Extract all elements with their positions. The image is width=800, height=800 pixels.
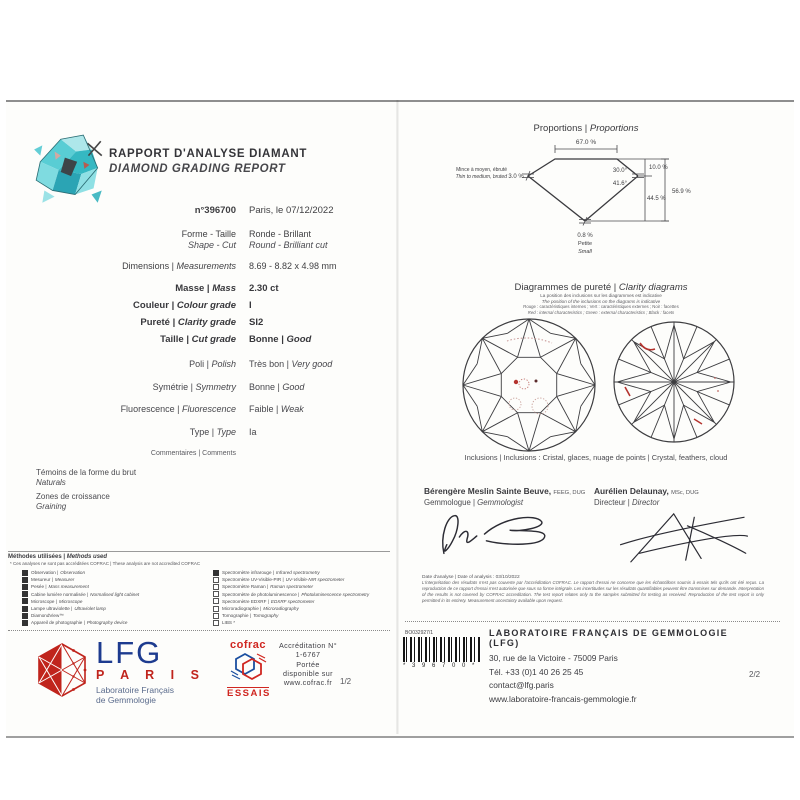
clarity-header: Diagrammes de pureté | Clarity diagrams La position des inclusions sur les diagrammes est indicative The position of the inclusions on the diagrams is indicative Rouge : caractéristiques internes ; Vert : caractéristiques externes ; Noir : facettes Red : internal characteristics ; Green : external characteristics ; Black : facets: [438, 282, 764, 315]
document-title: [109, 147, 307, 177]
method-item: Mesureur | Measurer: [8, 576, 199, 583]
grade-row: Couleur | Colour grade I: [133, 300, 252, 311]
finish-row: Symétrie | Symmetry Bonne | Good: [152, 381, 305, 392]
clarity-diagram-pavilion: [610, 318, 738, 451]
laboratory-phone: Tél. +33 (0)1 40 26 25 45: [489, 666, 584, 677]
accreditation-line: disponible sur: [283, 668, 333, 678]
proportions-title: Proportions | Proportions: [533, 123, 639, 134]
table-pct-label: 67.0 %: [575, 139, 597, 146]
lfg-logo-icon: [33, 639, 91, 706]
laboratory-website: www.laboratoire-francais-gemmologie.fr: [489, 693, 637, 704]
dims-label-fr: Dimensions: [122, 261, 170, 271]
checkbox-icon: [213, 606, 219, 612]
report-number: n°396700: [194, 205, 236, 216]
feature-item: Zones de croissance Graining: [36, 492, 110, 511]
barcode-number: * 3 9 6 7 0 0 *: [403, 663, 477, 669]
page-number-left: 1/2: [340, 677, 352, 686]
barcode-reference: BO032927/1: [405, 630, 434, 636]
method-item: Pesée | Mass measurement: [8, 583, 199, 590]
crown-angle-label: 30.0°: [612, 168, 627, 174]
page-number-right: 2/2: [749, 670, 761, 679]
culet-desc-en: Small: [578, 249, 592, 255]
method-item: Spectromètre EDXRF | EDXRF spectrometer: [199, 598, 390, 605]
checkbox-icon: [213, 620, 219, 626]
report-number-row: [18, 205, 390, 216]
method-item: Spectromètre de photoluminescence | Photoluminescence spectrometry: [199, 591, 390, 598]
features-list: [36, 468, 136, 516]
barcode: [403, 637, 481, 662]
grades-list: [18, 283, 390, 351]
finish-row: Poli | Polish Très bon | Very good: [189, 359, 333, 369]
checkbox-icon: [213, 577, 219, 583]
pavilion-depth-label: 44.5 %: [647, 196, 666, 202]
method-item: DiamondView™: [8, 612, 199, 619]
checkbox-icon: [22, 598, 28, 604]
checkbox-icon: [22, 606, 28, 612]
checkbox-icon: [22, 591, 28, 597]
signature-director: Aurélien Delaunay, MSc, DUG Directeur | Director: [594, 486, 764, 572]
barcode-block: [403, 630, 485, 669]
checkbox-icon: [22, 620, 28, 626]
lfg-wordmark: [96, 635, 206, 705]
cofrac-hexagons-icon: [228, 651, 268, 681]
finish-list: [18, 359, 390, 449]
grade-row: Pureté | Clarity grade SI2: [140, 317, 264, 328]
dims-value: 8.69 - 8.82 x 4.98 mm: [249, 261, 337, 271]
lfg-paris: P A R I S: [96, 668, 206, 682]
pavilion-angle-label: 41.6°: [612, 181, 627, 187]
checkbox-icon: [213, 584, 219, 590]
culet-pct-label: 0.8 %: [577, 233, 593, 239]
girdle-desc-fr: Mince à moyen, ébruté: [456, 167, 507, 173]
grade-row: Taille | Cut grade Bonne | Good: [160, 334, 312, 345]
accreditation-line: Portée: [296, 659, 320, 669]
grade-row: Masse | Mass 2.30 ct: [175, 283, 279, 294]
comments-label: Commentaires | Comments: [150, 450, 236, 457]
lab-name-line1: Laboratoire Français: [96, 685, 174, 695]
proportions-diagram: [423, 134, 733, 269]
methods-left-column: [8, 569, 199, 627]
gemmologist-signature: [424, 507, 574, 565]
accreditation-line: Accréditation N°: [278, 641, 337, 650]
page-fold: [396, 100, 399, 734]
total-depth-label: 56.9 %: [672, 189, 691, 195]
cofrac-essais: ESSAIS: [227, 688, 271, 699]
method-item: Appareil de photographie | Photography device: [8, 619, 199, 626]
crown-inclusions: [507, 338, 552, 414]
clarity-diagram-crown: [458, 314, 600, 461]
laboratory-name: LABORATOIRE FRANÇAIS DE GEMMOLOGIE (LFG): [489, 628, 728, 648]
lfg-name: LFG: [96, 635, 163, 670]
checkbox-icon: [213, 570, 219, 576]
laboratory-address-block: [489, 628, 749, 706]
title-en: DIAMOND GRADING REPORT: [109, 163, 286, 175]
checkbox-icon: [22, 577, 28, 583]
title-fr: RAPPORT D'ANALYSE DIAMANT: [109, 148, 308, 160]
methods-right-column: [199, 569, 390, 627]
shape-label-fr: Forme - Taille: [181, 229, 236, 239]
method-item: Microradiographie | Microradiography: [199, 605, 390, 612]
dimensions-row: Dimensions | Measurements 8.69 - 8.82 x 4.98 mm: [18, 261, 390, 271]
shape-row: [18, 229, 390, 251]
method-item: Tomographie | Tomography: [199, 612, 390, 619]
accreditation-text: [272, 641, 344, 687]
left-dotted-divider: [8, 630, 390, 631]
shape-value-en: Round - Brilliant cut: [249, 240, 328, 250]
methods-title-fr: Méthodes utilisées: [8, 554, 62, 560]
gem-artwork-illustration: [30, 131, 110, 213]
accreditation-line: 1-6767: [295, 650, 321, 660]
cofrac-logo: [227, 639, 269, 699]
crown-height-label: 10.0 %: [649, 165, 668, 171]
analysis-date: Date d'analyse | Date of analysis : 03/10/2022: [422, 575, 520, 580]
method-item: Spectromètre infrarouge | Infrared spectrometry: [199, 569, 390, 576]
lab-name-line2: de Gemmologie: [96, 695, 157, 705]
right-dotted-divider: [405, 621, 780, 622]
checkbox-icon: [22, 584, 28, 590]
methods-note: * Ces analyses ne sont pas accréditées COFRAC | These analysis are not accredited COFRAC: [10, 561, 201, 566]
girdle-pct-label: 3.0 %: [508, 174, 524, 180]
clarity-legend-en: Red : internal characteristics ; Green : external characteristics ; Black : facets: [527, 309, 675, 315]
signature-gemmologist: Bérengère Meslin Sainte Beuve, FEEG, DUG Gemmologue | Gemmologist: [424, 486, 594, 572]
cofrac-wordmark: cofrac: [229, 639, 267, 651]
checkbox-icon: [213, 613, 219, 619]
disclaimer-text: L'interprétation des résultats n'est pas couverte par l'accréditation COFRAC. Le rapport d'essai ne concerne que les échantillons soumis à essais tels qu'ils ont été reçus. La reproduction de ce rapport d'essai n'est autorisée que sous sa forme intégrale. Les incertitudes sur les résultats quantifiables peuvent être transmises sur demande. Interpretation of the results is not covered by COFRAC accreditation. The test report relates only to the samples submitted for testing as received. Reproduction of the test report is only permitted in its entirety. Measurement uncertainty available upon request.: [422, 580, 764, 603]
accreditation-line: www.cofrac.fr: [283, 678, 333, 688]
laboratory-email: contact@lfg.paris: [489, 680, 554, 690]
method-item: Lampe ultraviolette | Ultraviolet lamp: [8, 605, 199, 612]
methods-section: Méthodes utilisées | Methods used * Ces analyses ne sont pas accréditées COFRAC | These analysis are not accredited COFRAC Observation | Observation Mesureur | Measurer Pesée | Mass measurement Cabine lumière normalisée | Normalised light cabinet Microscope | Microscope Lampe ultraviolette | Ultraviolet lamp DiamondView™ Appareil de photographie | Photography device Spectromètre infrarouge | Infrared spectrometry Spectromètre UV-Visible-PIR | UV-Visible-NIR spectrometer Spectromètre Raman | Raman spectrometer Spectromètre de photoluminescence | Photoluminescence spectrometry Spectromètre EDXRF | EDXRF spectrometer Microradiographie | Microradiography Tomographie | Tomography LIBS *: [8, 551, 390, 627]
girdle-desc-en: Thin to medium, bruted: [455, 174, 507, 180]
laboratory-street: 30, rue de la Victoire - 75009 Paris: [489, 653, 618, 663]
checkbox-icon: [213, 598, 219, 604]
method-item: Cabine lumière normalisée | Normalised light cabinet: [8, 591, 199, 598]
checkbox-icon: [22, 570, 28, 576]
clarity-legend-fr: Rouge : caractéristiques internes ; Vert : caractéristiques externes ; Noir : facettes: [523, 304, 679, 310]
analysis-disclaimer: [422, 575, 764, 604]
method-item: Observation | Observation: [8, 569, 199, 576]
finish-row: Fluorescence | Fluorescence Faible | Weak: [120, 404, 304, 414]
shape-label-en: Shape - Cut: [187, 240, 236, 250]
checkbox-icon: [22, 613, 28, 619]
checkbox-icon: [213, 591, 219, 597]
method-item: Spectromètre Raman | Raman spectrometer: [199, 583, 390, 590]
clarity-note-fr: La position des inclusions sur les diagrammes est indicative: [540, 293, 662, 298]
methods-title-en: Methods used: [66, 554, 108, 560]
method-item: Spectromètre UV-Visible-PIR | UV-Visible-NIR spectrometer: [199, 576, 390, 583]
finish-row: Type | Type Ia: [189, 426, 257, 437]
dims-label-en: Measurements: [176, 261, 236, 271]
method-item: Microscope | Microscope: [8, 598, 199, 605]
shape-value-fr: Ronde - Brillant: [249, 229, 312, 239]
method-item: LIBS *: [199, 619, 390, 626]
feature-item: Témoins de la forme du brut Naturals: [36, 468, 137, 487]
director-signature: [594, 507, 762, 567]
signatures-section: [424, 486, 764, 572]
clarity-note-en: The position of the inclusions on the diagrams is indicative: [541, 298, 661, 304]
place-date: Paris, le 07/12/2022: [249, 205, 334, 216]
culet-desc-fr: Petite: [577, 241, 593, 247]
inclusions-summary: Inclusions | Inclusions : Cristal, glaces, nuage de points | Crystal, feathers, cloud: [464, 453, 728, 462]
